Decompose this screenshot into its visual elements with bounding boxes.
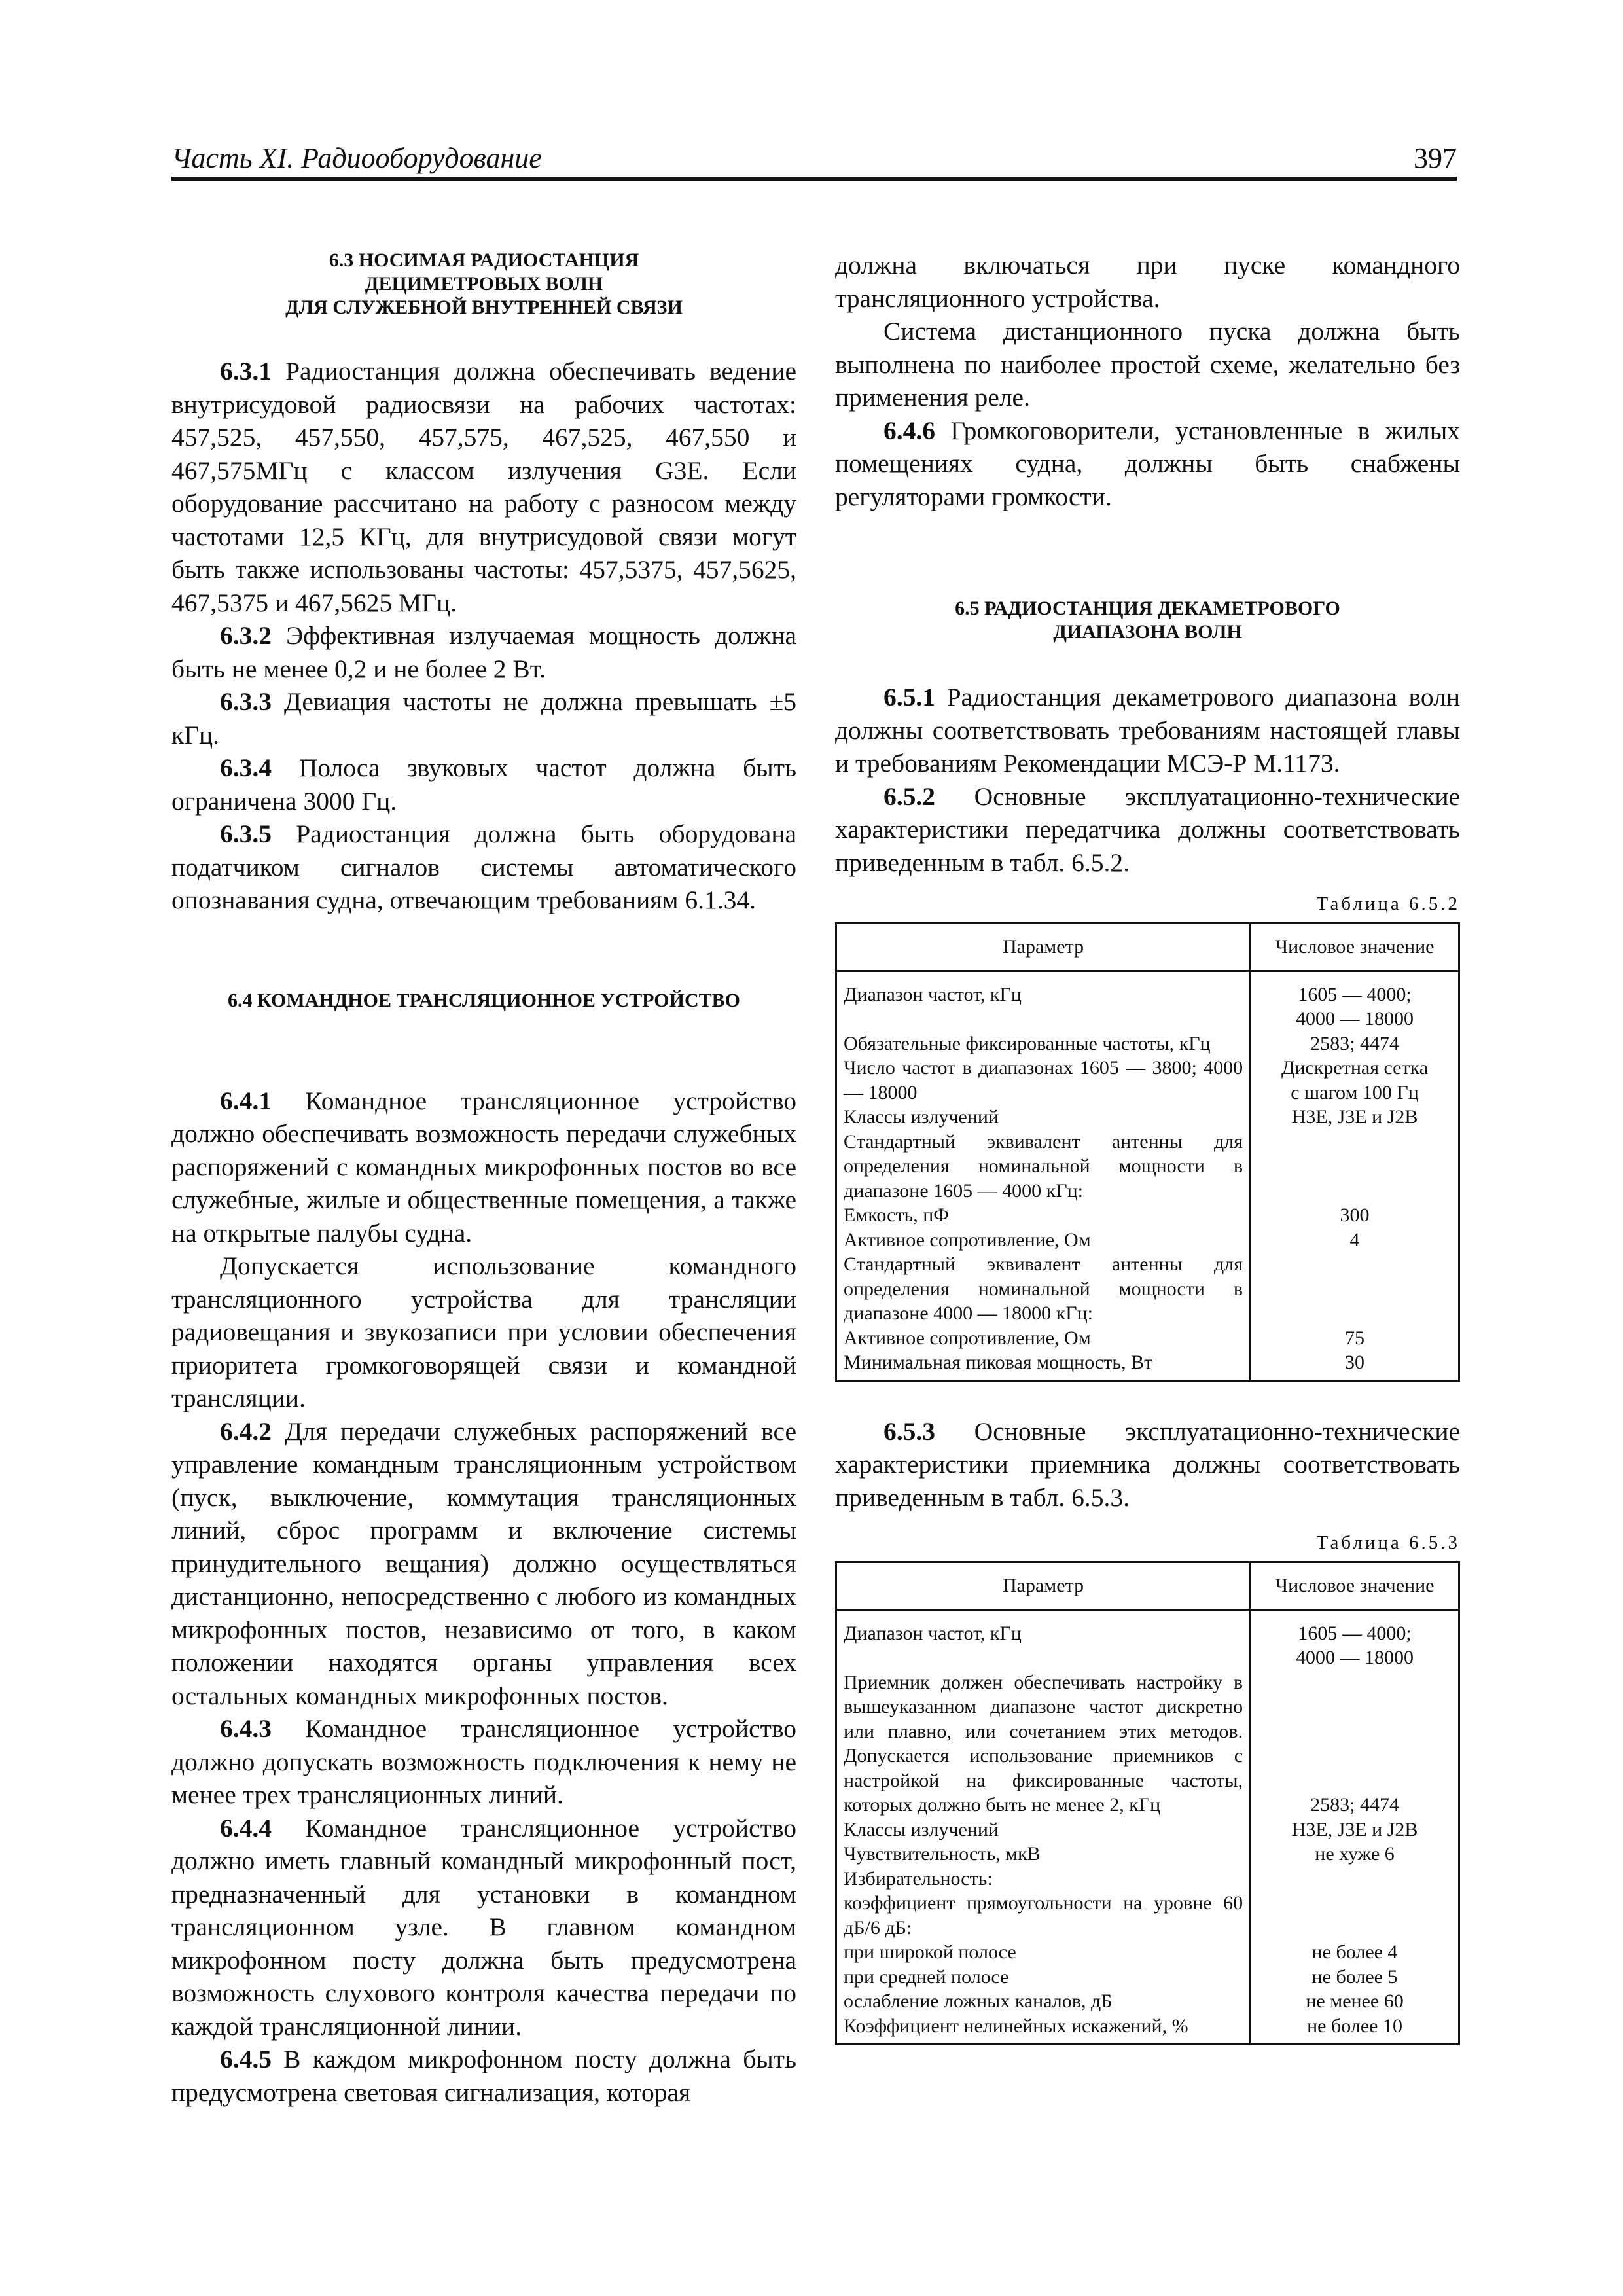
value-line: 300 — [1340, 1204, 1370, 1226]
param-line: при широкой полосе — [844, 1941, 1016, 1963]
paragraph — [171, 2043, 796, 2109]
paragraph: Допускается использование командного трансляционного устройства для трансляции радиовещания и звукозаписи при условии обеспечения приоритета громкоговорящей связи и командной трансляции. — [171, 1251, 796, 1412]
clause-number: 6.4.6 — [883, 416, 935, 445]
page-number: 397 — [1414, 142, 1457, 174]
clause-number: 6.4.2 — [220, 1416, 272, 1446]
value-line: H3E, J3E и J2B — [1291, 1818, 1418, 1840]
value-line: 4 — [1349, 1229, 1360, 1251]
right-column — [835, 249, 1460, 2045]
paragraph-text: В каждом микрофонном посту должна быть предусмотрена световая сигнализация, которая — [171, 2045, 796, 2107]
section-6-3 — [171, 249, 796, 917]
clause-number: 6.4.5 — [220, 2045, 272, 2073]
paragraph — [835, 414, 1460, 514]
table-caption: Таблица 6.5.3 — [1316, 1532, 1460, 1553]
section-heading: 6.4 КОМАНДНОЕ ТРАНСЛЯЦИОННОЕ УСТРОЙСТВО — [228, 989, 740, 1011]
value-line: не более 4 — [1311, 1941, 1398, 1963]
param-line: Избирательность: — [844, 1867, 993, 1890]
paragraph-text: Радиостанция должна обеспечивать ведение внутрисудовой радиосвязи на рабочих частотах: 457,525, 457,550, 457,575, 467,525, 467,550 и 467,575МГц с классом излучения G3E. Если оборудование рассчитано на работу с разносом между частотами 12,5 КГц, для внутрисудовой связи могут быть также использованы частоты: 457,5375, 457,5625, 467,5375 и 467,5625 МГц. — [171, 357, 797, 617]
param-line: Емкость, пФ — [844, 1204, 949, 1226]
paragraph — [171, 1415, 796, 1713]
param-line — [844, 1007, 1243, 1031]
param-line: Классы излучений — [844, 1818, 999, 1840]
param-line: Обязательные фиксированные частоты, кГц — [844, 1032, 1211, 1054]
param-cell — [836, 971, 1251, 1381]
value-line: 75 — [1345, 1327, 1365, 1349]
section-heading: ДИАПАЗОНА ВОЛН — [1053, 621, 1242, 643]
clause-number: 6.3.2 — [220, 621, 272, 650]
table-caption: Таблица 6.5.2 — [1316, 893, 1460, 914]
paragraph-text: Эффективная излучаемая мощность должна быть не менее 0,2 и не более 2 Вт. — [171, 621, 797, 683]
value-line: 4000 — 18000 — [1296, 1647, 1414, 1668]
param-line: ослабление ложных каналов, дБ — [844, 1990, 1113, 2012]
section-heading: ДЛЯ СЛУЖЕБНОЙ ВНУТРЕННЕЙ СВЯЗИ — [285, 296, 683, 318]
value-line: 4000 — 18000 — [1296, 1008, 1414, 1030]
section-heading: 6.3 НОСИМАЯ РАДИОСТАНЦИЯ — [329, 249, 639, 271]
paragraph — [171, 751, 796, 817]
param-line: Стандартный эквивалент антенны для определения номинальной мощности в диапазоне 4000 — 18000 кГц: — [844, 1253, 1243, 1324]
value-line: не более 5 — [1311, 1965, 1398, 1988]
value-line: 1605 — 4000; — [1298, 1622, 1412, 1644]
param-line: Минимальная пиковая мощность, Вт — [844, 1352, 1153, 1373]
value-line: не хуже 6 — [1315, 1843, 1395, 1865]
paragraph — [171, 1812, 796, 2043]
param-line: Число частот в диапазонах 1605 — 3800; 4000 — 18000 — [844, 1057, 1243, 1103]
section-heading: 6.5 РАДИОСТАНЦИЯ ДЕКАМЕТРОВОГО — [955, 598, 1340, 619]
param-line — [844, 1645, 1243, 1670]
paragraph — [171, 355, 796, 619]
paragraph-text: Громкоговорители, установленные в жилых помещениях судна, должны быть снабжены регуляторами громкости. — [835, 416, 1460, 511]
column-header: Параметр — [836, 1562, 1251, 1610]
clause-number: 6.4.4 — [220, 1813, 272, 1842]
paragraph-text: Полоса звуковых частот должна быть ограничена 3000 Гц. — [171, 753, 796, 816]
paragraph — [835, 681, 1460, 780]
value-line: с шагом 100 Гц — [1291, 1081, 1419, 1103]
param-line: Приемник должен обеспечивать настройку в вышеуказанном диапазоне частот дискретно или плавно, или сочетанием этих методов. Допускается использование приемников с настройкой на фиксированные частоты, которых должно быть не менее 2, кГц — [844, 1671, 1243, 1816]
value-line: H3E, J3E и J2B — [1291, 1106, 1418, 1128]
paragraph: Система дистанционного пуска должна быть выполнена по наиболее простой схеме, желательно без применения реле. — [835, 317, 1460, 412]
paragraph-text: Командное трансляционное устройство должно обеспечивать возможность передачи служебных распоряжений с командных микрофонных постов во все служебные, жилые и общественные помещения, а также на открытые палубы судна. — [171, 1086, 796, 1247]
paragraph — [835, 1415, 1460, 1515]
clause-number: 6.3.5 — [220, 819, 272, 848]
paragraph — [171, 817, 796, 917]
table-6-5-2 — [835, 922, 1460, 1382]
param-line: Активное сопротивление, Ом — [844, 1229, 1091, 1251]
param-line: Коэффициент нелинейных искажений, % — [844, 2015, 1188, 2037]
clause-number: 6.4.3 — [220, 1714, 272, 1743]
value-spacer — [1258, 1252, 1452, 1326]
param-line: коэффициент прямоугольности на уровне 60 дБ/6 дБ: — [844, 1892, 1243, 1939]
paragraph-text: Радиостанция должна быть оборудована податчиком сигналов системы автоматического опознавания судна, отвечающим требованиям 6.1.34. — [171, 819, 797, 914]
value-spacer — [1258, 1130, 1452, 1204]
value-spacer — [1258, 1670, 1452, 1793]
column-header: Числовое значение — [1251, 1562, 1459, 1610]
paragraph-text: Командное трансляционное устройство должно допускать возможность подключения к нему не менее трех трансляционных линий. — [171, 1714, 796, 1809]
table-6-5-3 — [835, 1561, 1460, 2045]
param-line: Активное сопротивление, Ом — [844, 1327, 1091, 1349]
clause-number: 6.3.3 — [220, 687, 272, 716]
value-line: Дискретная сетка — [1281, 1057, 1429, 1079]
paragraph-text: Командное трансляционное устройство должно иметь главный командный микрофонный пост, предназначенный для установки в командном трансляционном узле. В главном командном микрофонном посту должна быть предусмотрена возможность слухового контроля качества передачи по каждой трансляционной линии. — [171, 1813, 796, 2041]
running-header-title: Часть XI. Радиооборудование — [171, 142, 542, 174]
header-rule — [171, 177, 1457, 181]
param-line: при средней полосе — [844, 1965, 1009, 1988]
clause-number: 6.3.1 — [220, 357, 272, 386]
paragraph-text: Основные эксплуатационно-технические характеристики передатчика должны соответствовать приведенным в табл. 6.5.2. — [835, 781, 1460, 877]
param-line: Диапазон частот, кГц — [844, 983, 1022, 1005]
paragraph-text: Радиостанция декаметрового диапазона волн должны соответствовать требованиям настоящей главы и требованиям Рекомендации МСЭ-Р М.1173. — [835, 683, 1460, 778]
param-line: Диапазон частот, кГц — [844, 1622, 1022, 1644]
clause-number: 6.4.1 — [220, 1086, 272, 1115]
param-line: Классы излучений — [844, 1106, 999, 1128]
value-line: 2583; 4474 — [1310, 1794, 1399, 1816]
paragraph — [171, 1085, 796, 1250]
value-spacer — [1258, 1867, 1452, 1941]
section-6-5 — [835, 513, 1460, 2045]
paragraph — [171, 685, 796, 751]
section-heading: ДЕЦИМЕТРОВЫХ ВОЛН — [365, 273, 603, 295]
clause-number: 6.3.4 — [220, 753, 272, 782]
paragraph — [171, 619, 796, 685]
left-column — [171, 249, 796, 2109]
clause-number: 6.5.2 — [883, 781, 935, 811]
value-cell — [1251, 1609, 1459, 2045]
param-line: Чувствительность, мкВ — [844, 1843, 1041, 1865]
param-cell — [836, 1609, 1251, 2045]
value-line: не более 10 — [1307, 2015, 1402, 2037]
clause-number: 6.5.3 — [883, 1416, 935, 1446]
param-line: Стандартный эквивалент антенны для определения номинальной мощности в диапазоне 1605 — 4000 кГц: — [844, 1130, 1243, 1202]
paragraph-text: Девиация частоты не должна превышать ±5 кГц. — [171, 687, 797, 749]
value-line: 1605 — 4000; — [1298, 983, 1412, 1005]
paragraph-text: Основные эксплуатационно-технические характеристики приемника должны соответствовать приведенным в табл. 6.5.3. — [835, 1416, 1460, 1512]
value-line: 30 — [1345, 1352, 1365, 1373]
column-header: Параметр — [836, 924, 1251, 971]
paragraph: должна включаться при пуске командного трансляционного устройства. — [835, 251, 1460, 313]
paragraph — [171, 1712, 796, 1812]
value-line: 2583; 4474 — [1310, 1032, 1399, 1054]
clause-number: 6.5.1 — [883, 683, 935, 711]
value-line: не менее 60 — [1306, 1990, 1404, 2012]
column-header: Числовое значение — [1251, 924, 1459, 971]
paragraph-text: Для передачи служебных распоряжений все управление командным трансляционным устройством (пуск, выключение, коммутация трансляционных линий, сброс программ и включение системы принудительного вещания) должно осуществляться дистанционно, непосредственно с любого из командных микрофонных постов, независимо от того, в каком положении находятся органы управления всех остальных командных микрофонных постов. — [171, 1416, 796, 1710]
section-6-4 — [171, 917, 796, 2109]
paragraph — [835, 780, 1460, 880]
value-cell — [1251, 971, 1459, 1381]
